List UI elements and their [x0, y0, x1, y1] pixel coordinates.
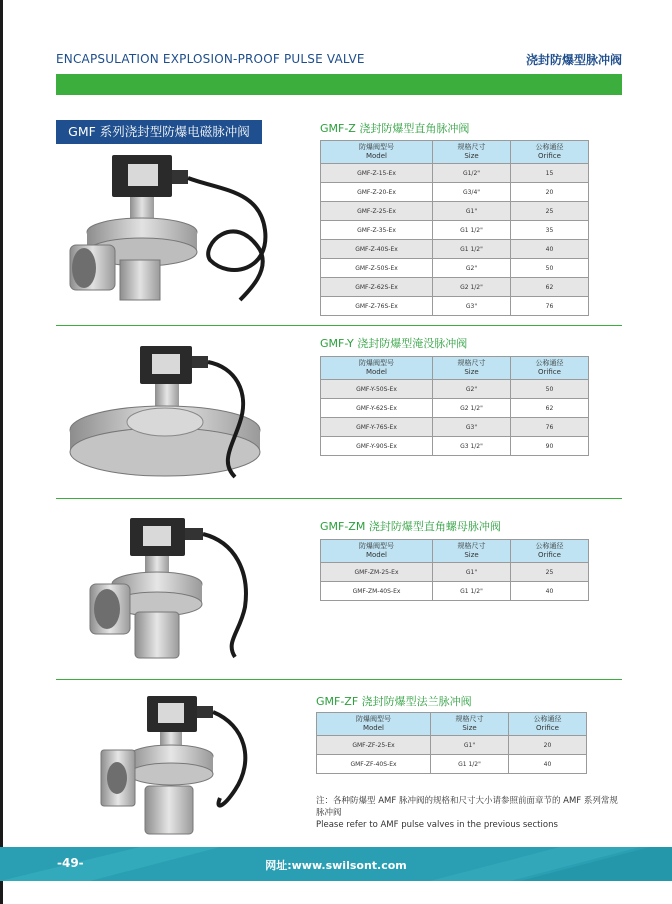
header-green-bar [56, 74, 622, 95]
col-header-model: 防爆阀型号 Model [321, 357, 433, 380]
footnote [316, 795, 626, 831]
footer-bar [0, 847, 672, 881]
section-divider [56, 498, 622, 499]
table-row: GMF-Z-25-Ex G1" 25 [321, 202, 589, 221]
section-divider [56, 679, 622, 680]
header-title-en: ENCAPSULATION EXPLOSION-PROOF PULSE VALVE [56, 52, 365, 66]
spec-table-gmf-z [320, 140, 589, 316]
footnote-cn: 注：各种防爆型 AMF 脉冲阀的规格和尺寸大小请参照前面章节的 AMF 系列常规脉冲阀 [316, 796, 618, 818]
valve-photo-gmf-z [60, 150, 290, 310]
col-header-orifice: 公称通径 Orifice [511, 540, 589, 563]
valve-photo-gmf-zm [85, 512, 270, 662]
table-row: GMF-ZF-40S-Ex G1 1/2" 40 [317, 755, 587, 774]
table-row: GMF-Y-50S-Ex G2" 50 [321, 380, 589, 399]
series-label: GMF 系列浇封型防爆电磁脉冲阀 [56, 120, 262, 144]
valve-photo-gmf-y [60, 342, 290, 487]
table-row: GMF-Z-76S-Ex G3" 76 [321, 297, 589, 316]
table-row: GMF-Z-35-Ex G1 1/2" 35 [321, 221, 589, 240]
table-row: GMF-Z-50S-Ex G2" 50 [321, 259, 589, 278]
table-row: GMF-ZM-25-Ex G1" 25 [321, 563, 589, 582]
col-header-size: 规格尺寸 Size [433, 540, 511, 563]
spec-table-gmf-zm [320, 539, 589, 601]
col-header-model: 防爆阀型号 Model [321, 540, 433, 563]
col-header-size: 规格尺寸 Size [433, 357, 511, 380]
header-title-cn: 浇封防爆型脉冲阀 [525, 53, 622, 67]
section-title-gmf-zf: GMF-ZF 浇封防爆型法兰脉冲阀 [316, 695, 472, 708]
table-row: GMF-ZM-40S-Ex G1 1/2" 40 [321, 582, 589, 601]
page-number: -49- [57, 856, 84, 870]
table-row: GMF-ZF-25-Ex G1" 20 [317, 736, 587, 755]
valve-photo-gmf-zf [95, 690, 275, 840]
table-row: GMF-Z-20-Ex G3/4" 20 [321, 183, 589, 202]
section-title-gmf-z: GMF-Z 浇封防爆型直角脉冲阀 [320, 122, 470, 135]
spec-table-gmf-zf [316, 712, 587, 774]
table-row: GMF-Z-40S-Ex G1 1/2" 40 [321, 240, 589, 259]
footnote-en: Please refer to AMF pulse valves in the previous sections [316, 820, 558, 830]
section-title-gmf-zm: GMF-ZM 浇封防爆型直角螺母脉冲阀 [320, 520, 501, 533]
spec-table-gmf-y [320, 356, 589, 456]
col-header-model: 防爆阀型号 Model [321, 141, 433, 164]
col-header-model: 防爆阀型号 Model [317, 713, 431, 736]
col-header-size: 规格尺寸 Size [433, 141, 511, 164]
section-divider [56, 325, 622, 326]
col-header-orifice: 公称通径 Orifice [509, 713, 587, 736]
website-url[interactable]: 网址:www.swilsont.com [265, 859, 407, 872]
section-title-gmf-y: GMF-Y 浇封防爆型淹没脉冲阀 [320, 337, 468, 350]
col-header-orifice: 公称通径 Orifice [511, 141, 589, 164]
table-row: GMF-Z-62S-Ex G2 1/2" 62 [321, 278, 589, 297]
table-row: GMF-Z-15-Ex G1/2" 15 [321, 164, 589, 183]
col-header-orifice: 公称通径 Orifice [511, 357, 589, 380]
table-row: GMF-Y-76S-Ex G3" 76 [321, 418, 589, 437]
table-row: GMF-Y-62S-Ex G2 1/2" 62 [321, 399, 589, 418]
table-row: GMF-Y-90S-Ex G3 1/2" 90 [321, 437, 589, 456]
page-edge-shadow [0, 0, 3, 904]
col-header-size: 规格尺寸 Size [431, 713, 509, 736]
